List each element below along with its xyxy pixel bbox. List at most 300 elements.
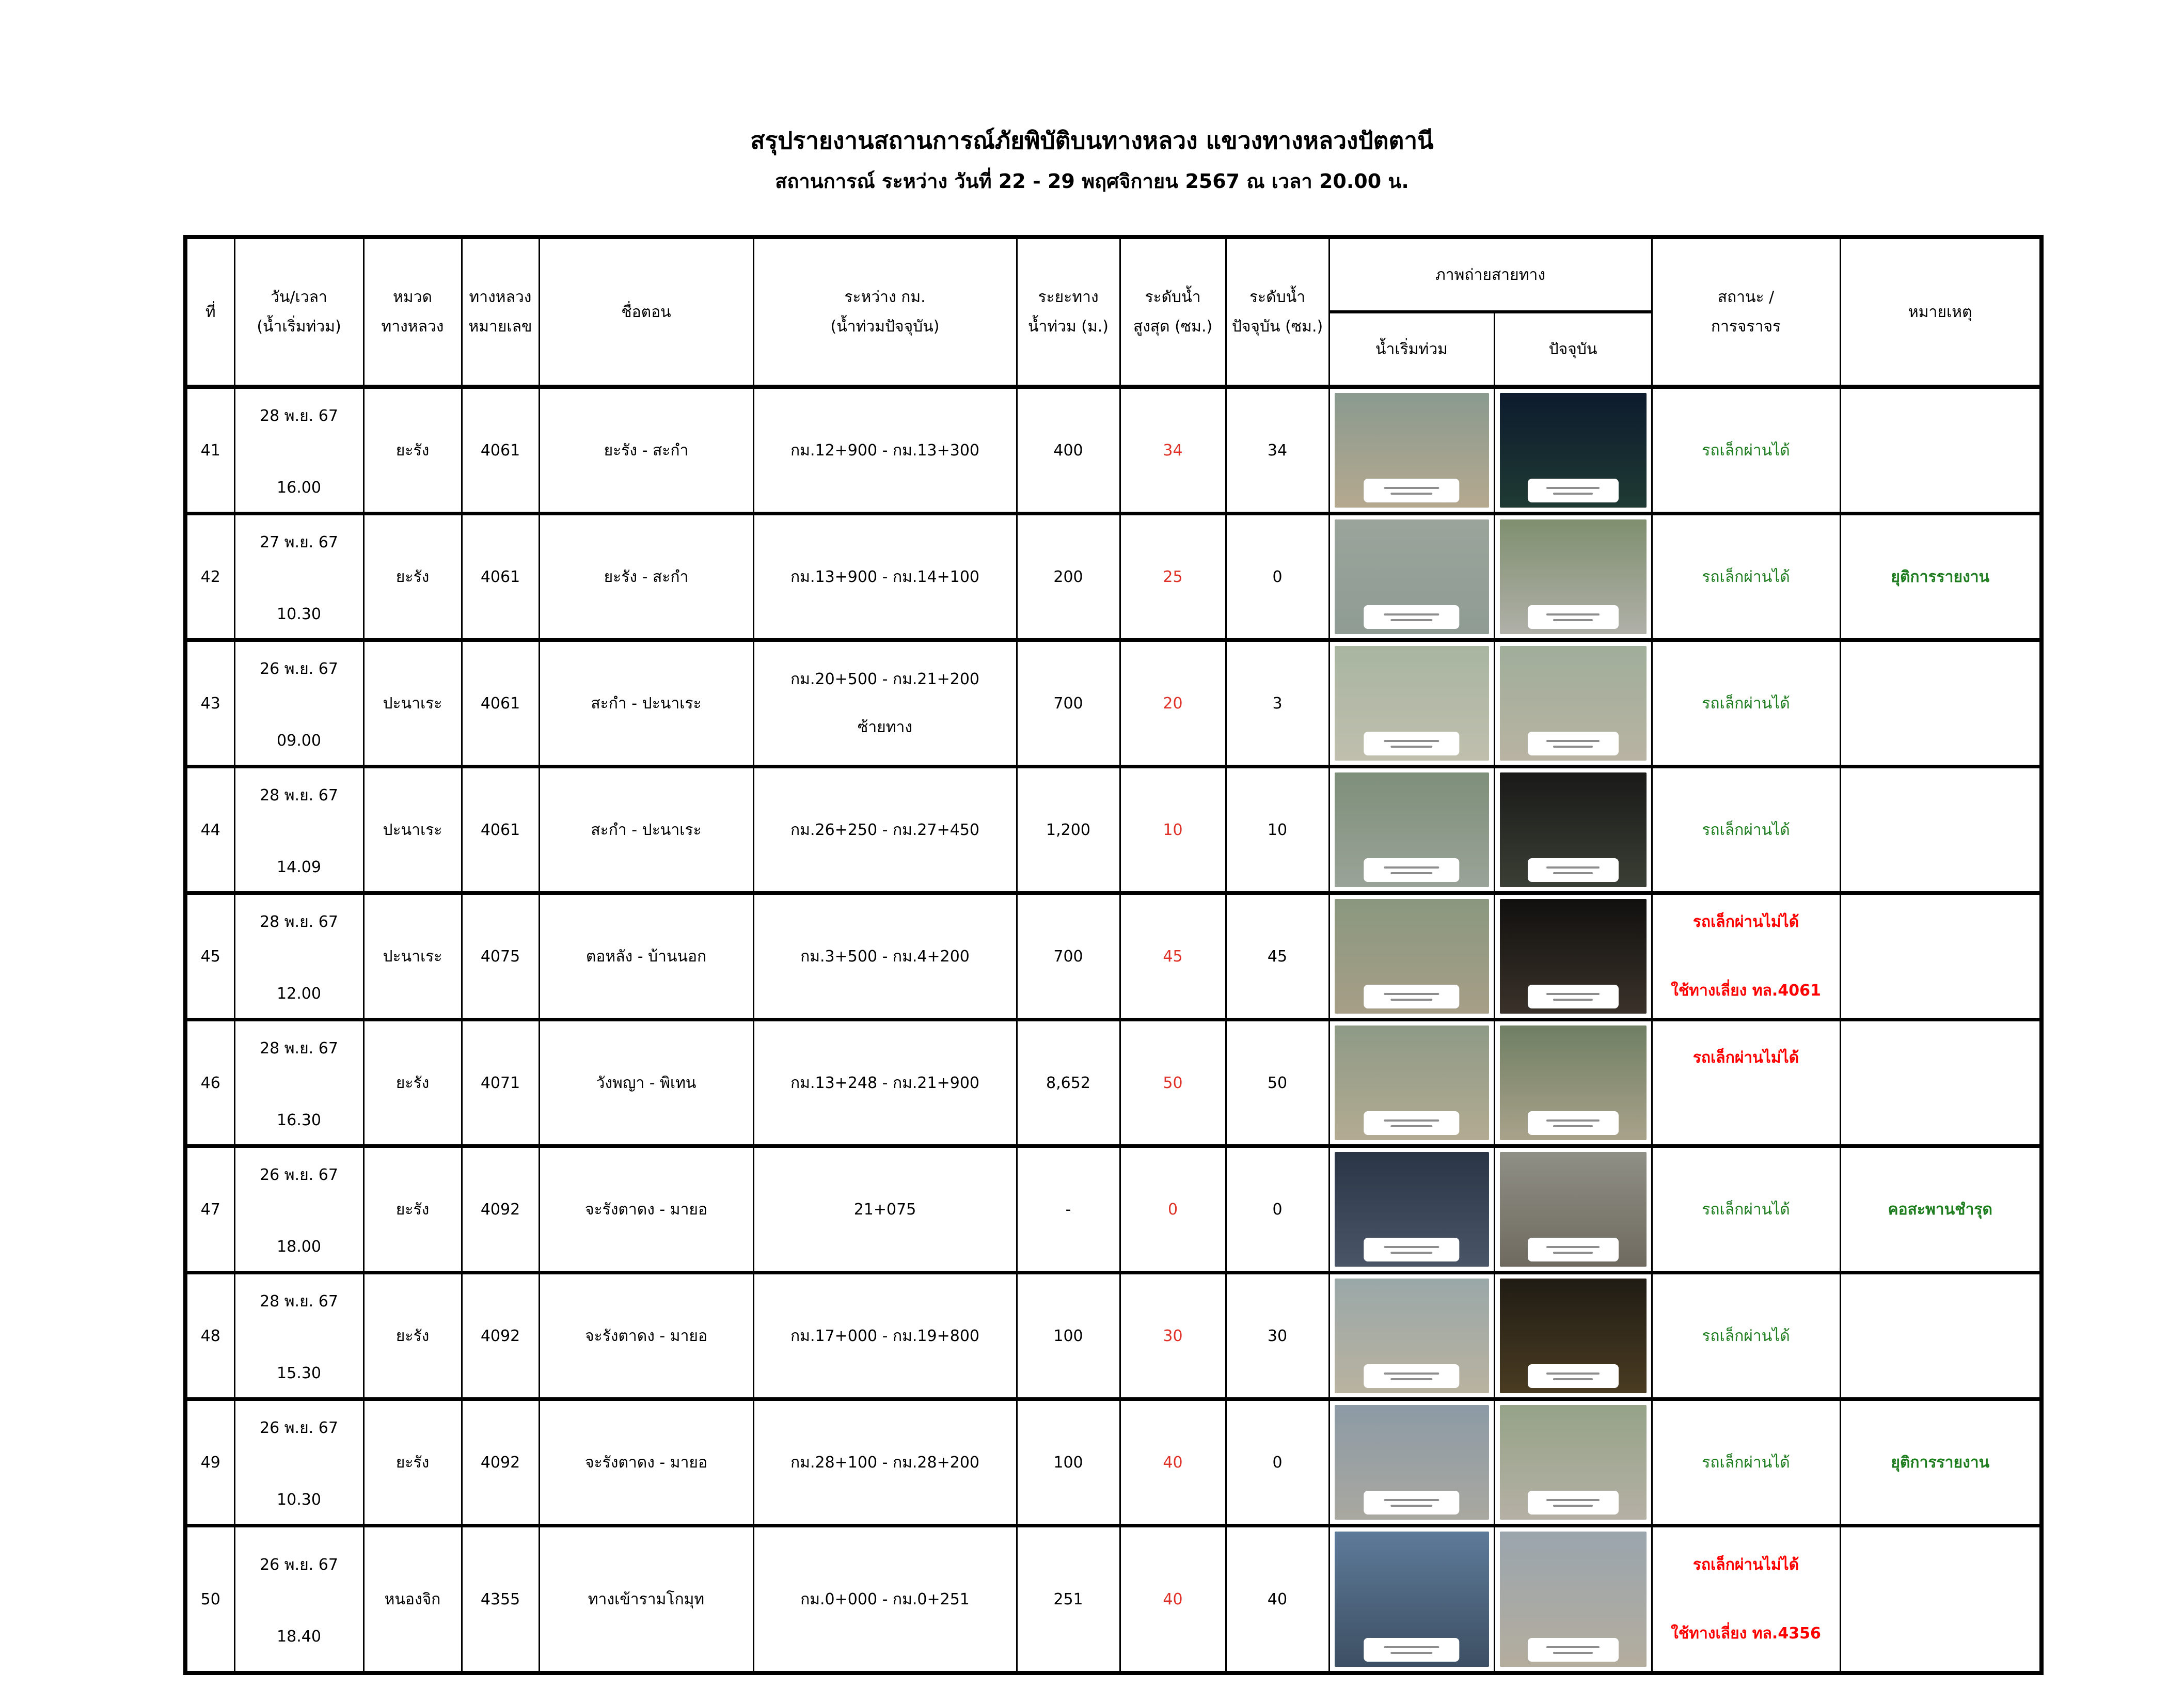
division-cell: ยะรัง <box>363 1399 462 1526</box>
caption-text-line <box>1546 993 1599 995</box>
level-max-cell: 34 <box>1120 387 1226 514</box>
flood-start-time: 12.00 <box>277 985 321 1003</box>
remark-text: คอสะพานชำรุด <box>1888 1200 1992 1219</box>
route-number-cell: 4092 <box>462 1146 539 1273</box>
photo-current-cell <box>1494 767 1652 893</box>
level-max-cell: 40 <box>1120 1526 1226 1674</box>
flood-start-date: 27 พ.ย. 67 <box>260 533 338 551</box>
level-max-cell: 45 <box>1120 893 1226 1020</box>
table-row <box>185 1146 2041 1273</box>
caption-text-line <box>1390 493 1433 495</box>
division-cell: ยะรัง <box>363 514 462 640</box>
header-remark-label: หมายเหตุ <box>1908 303 1972 321</box>
traffic-status-line-2: ใช้ทางเลี่ยง ทล.4356 <box>1671 1624 1821 1643</box>
header-datetime-line1: วัน/เวลา <box>271 288 327 306</box>
photo-caption <box>1364 858 1459 882</box>
date-time-stack <box>235 1163 363 1256</box>
caption-text-line <box>1553 493 1593 495</box>
traffic-status-stack <box>1653 1450 1840 1475</box>
photo-caption <box>1364 1638 1459 1662</box>
division-cell: ปะนาเระ <box>363 767 462 893</box>
traffic-status-line-1: รถเล็กผ่านได้ <box>1702 441 1790 460</box>
photo-caption <box>1527 1638 1618 1662</box>
remark-cell <box>1840 1399 2041 1526</box>
flood-start-date: 28 พ.ย. 67 <box>260 786 338 804</box>
flood-distance-cell: 8,652 <box>1017 1020 1120 1146</box>
traffic-status-line-1: รถเล็กผ่านได้ <box>1702 821 1790 839</box>
flood-start-time: 10.30 <box>277 605 321 623</box>
date-time-stack <box>235 1416 363 1509</box>
km-range-cell: กม.17+000 - กม.19+800 <box>753 1273 1017 1399</box>
km-range-line-1: กม.20+500 - กม.21+200 <box>790 670 979 688</box>
date-time-stack <box>235 1036 363 1129</box>
caption-text-line <box>1384 1246 1439 1248</box>
level-max-cell: 40 <box>1120 1399 1226 1526</box>
table-row <box>185 1526 2041 1674</box>
photo-caption <box>1364 1111 1459 1135</box>
division-cell: หนองจิก <box>363 1526 462 1674</box>
header-photo-current-label: ปัจจุบัน <box>1548 340 1597 358</box>
flood-distance-cell: 400 <box>1017 387 1120 514</box>
section-name-cell: จะรังตาดง - มายอ <box>539 1273 753 1399</box>
flood-start-date: 28 พ.ย. 67 <box>260 913 338 931</box>
photo-current-image <box>1500 393 1647 508</box>
photo-current-cell <box>1494 640 1652 767</box>
division-cell: ยะรัง <box>363 1146 462 1273</box>
caption-text-line <box>1546 1119 1599 1122</box>
km-range-cell: 21+075 <box>753 1146 1017 1273</box>
flood-distance-cell: - <box>1017 1146 1120 1273</box>
level-max-cell: 20 <box>1120 640 1226 767</box>
photo-caption <box>1527 605 1618 629</box>
caption-text-line <box>1553 1505 1593 1507</box>
header-division-line1: หมวด <box>393 288 432 306</box>
photo-start-image <box>1335 1405 1489 1520</box>
section-name-cell: ยะรัง - สะกำ <box>539 514 753 640</box>
level-max-cell: 10 <box>1120 767 1226 893</box>
header-section-name <box>539 237 753 387</box>
header-photos-label: ภาพถ่ายสายทาง <box>1435 265 1545 284</box>
remark-cell <box>1840 387 2041 514</box>
remark-cell <box>1840 1020 2041 1146</box>
row-number-cell: 50 <box>185 1526 234 1674</box>
photo-start-image <box>1335 1279 1489 1393</box>
header-photo-start <box>1329 312 1494 387</box>
caption-text-line <box>1384 1373 1439 1375</box>
caption-text-line <box>1553 1378 1593 1380</box>
km-range-cell <box>753 640 1017 767</box>
photo-start-cell <box>1329 387 1494 514</box>
flood-start-date: 28 พ.ย. 67 <box>260 1039 338 1058</box>
photo-caption <box>1364 1364 1459 1388</box>
date-time-stack <box>235 783 363 876</box>
photo-current-cell <box>1494 1526 1652 1674</box>
photo-current-image <box>1500 1532 1647 1667</box>
traffic-status-cell <box>1652 1273 1840 1399</box>
remark-cell <box>1840 514 2041 640</box>
km-range-cell: กม.28+100 - กม.28+200 <box>753 1399 1017 1526</box>
level-current-cell: 0 <box>1226 514 1329 640</box>
photo-start-cell <box>1329 640 1494 767</box>
header-status-line2: การจราจร <box>1711 318 1781 336</box>
traffic-status-stack <box>1653 438 1840 463</box>
traffic-status-stack <box>1653 1324 1840 1348</box>
table-row <box>185 1399 2041 1526</box>
photo-start-cell <box>1329 1399 1494 1526</box>
caption-text-line <box>1390 1652 1433 1654</box>
photo-current-cell <box>1494 1399 1652 1526</box>
caption-text-line <box>1384 487 1439 489</box>
km-range-cell: กม.26+250 - กม.27+450 <box>753 767 1017 893</box>
route-number-cell: 4355 <box>462 1526 539 1674</box>
caption-text-line <box>1553 619 1593 621</box>
table-row <box>185 640 2041 767</box>
header-distance-line1: ระยะทาง <box>1038 288 1099 306</box>
traffic-status-line-1: รถเล็กผ่านได้ <box>1702 567 1790 586</box>
flood-distance-cell: 100 <box>1017 1273 1120 1399</box>
photo-caption <box>1527 1491 1618 1515</box>
table-header <box>185 237 2041 387</box>
traffic-status-stack <box>1653 818 1840 842</box>
header-level-max <box>1120 237 1226 387</box>
photo-start-cell <box>1329 514 1494 640</box>
date-time-cell <box>234 514 363 640</box>
photo-current-image <box>1500 519 1647 634</box>
section-name-cell: ทางเข้ารามโกมุท <box>539 1526 753 1674</box>
photo-current-cell <box>1494 1146 1652 1273</box>
flood-report-table <box>183 235 2044 1675</box>
traffic-status-line-1: รถเล็กผ่านได้ <box>1702 1327 1790 1345</box>
page-title: สรุปรายงานสถานการณ์ภัยพิบัติบนทางหลวง แขวงทางหลวงปัตตานี <box>750 127 1434 154</box>
traffic-status-line-1: รถเล็กผ่านได้ <box>1702 1200 1790 1219</box>
section-name-cell: จะรังตาดง - มายอ <box>539 1146 753 1273</box>
caption-text-line <box>1546 613 1599 616</box>
flood-start-time: 18.40 <box>277 1628 321 1646</box>
caption-text-line <box>1390 619 1433 621</box>
row-number-cell: 46 <box>185 1020 234 1146</box>
table-row <box>185 767 2041 893</box>
caption-text-line <box>1553 872 1593 874</box>
photo-start-cell <box>1329 1146 1494 1273</box>
date-time-cell <box>234 387 363 514</box>
traffic-status-stack <box>1653 691 1840 716</box>
caption-text-line <box>1546 1646 1599 1648</box>
km-range-cell: กม.12+900 - กม.13+300 <box>753 387 1017 514</box>
flood-start-date: 26 พ.ย. 67 <box>260 1166 338 1184</box>
traffic-status-stack <box>1653 1553 1840 1646</box>
row-number-cell: 44 <box>185 767 234 893</box>
flood-start-date: 26 พ.ย. 67 <box>260 1556 338 1574</box>
table-row <box>185 387 2041 514</box>
header-division <box>363 237 462 387</box>
caption-text-line <box>1390 1125 1433 1127</box>
photo-caption <box>1527 732 1618 755</box>
photo-caption <box>1527 479 1618 502</box>
route-number-cell: 4092 <box>462 1399 539 1526</box>
photo-caption <box>1527 858 1618 882</box>
header-level-current-line2: ปัจจุบัน (ซม.) <box>1231 318 1323 336</box>
route-number-cell: 4061 <box>462 387 539 514</box>
section-name-cell: สะกำ - ปะนาเระ <box>539 767 753 893</box>
route-number-cell: 4071 <box>462 1020 539 1146</box>
section-name-cell: ตอหลัง - บ้านนอก <box>539 893 753 1020</box>
caption-text-line <box>1390 1378 1433 1380</box>
traffic-status-stack <box>1653 565 1840 589</box>
route-number-cell: 4075 <box>462 893 539 1020</box>
date-time-stack <box>235 530 363 623</box>
traffic-status-line-1: รถเล็กผ่านไม่ได้ <box>1692 1049 1799 1067</box>
photo-caption <box>1527 985 1618 1008</box>
flood-start-date: 26 พ.ย. 67 <box>260 1419 338 1437</box>
photo-start-image <box>1335 519 1489 634</box>
caption-text-line <box>1390 872 1433 874</box>
flood-start-time: 14.09 <box>277 858 321 876</box>
traffic-status-line-1: รถเล็กผ่านไม่ได้ <box>1692 913 1799 931</box>
photo-caption <box>1364 732 1459 755</box>
caption-text-line <box>1546 740 1599 742</box>
km-range-cell: กม.0+000 - กม.0+251 <box>753 1526 1017 1674</box>
traffic-status-cell <box>1652 1146 1840 1273</box>
route-number-cell: 4061 <box>462 767 539 893</box>
photo-caption <box>1527 1364 1618 1388</box>
division-cell: ยะรัง <box>363 1020 462 1146</box>
level-max-cell: 0 <box>1120 1146 1226 1273</box>
caption-text-line <box>1390 1252 1433 1254</box>
caption-text-line <box>1553 1652 1593 1654</box>
flood-start-date: 28 พ.ย. 67 <box>260 1292 338 1311</box>
section-name-cell: จะรังตาดง - มายอ <box>539 1399 753 1526</box>
level-current-cell: 0 <box>1226 1146 1329 1273</box>
traffic-status-stack <box>1653 910 1840 1003</box>
traffic-status-line-1: รถเล็กผ่านได้ <box>1702 1453 1790 1472</box>
caption-text-line <box>1546 487 1599 489</box>
flood-distance-cell: 251 <box>1017 1526 1120 1674</box>
traffic-status-cell <box>1652 640 1840 767</box>
km-range-cell: กม.13+248 - กม.21+900 <box>753 1020 1017 1146</box>
section-name-cell: ยะรัง - สะกำ <box>539 387 753 514</box>
flood-start-time: 09.00 <box>277 732 321 750</box>
header-no <box>185 237 234 387</box>
flood-distance-cell: 100 <box>1017 1399 1120 1526</box>
date-time-cell <box>234 1146 363 1273</box>
photo-caption <box>1364 985 1459 1008</box>
caption-text-line <box>1553 1125 1593 1127</box>
photo-start-image <box>1335 1152 1489 1267</box>
date-time-cell <box>234 1399 363 1526</box>
table-row <box>185 1020 2041 1146</box>
level-current-cell: 45 <box>1226 893 1329 1020</box>
section-name-cell: สะกำ - ปะนาเระ <box>539 640 753 767</box>
remark-cell <box>1840 893 2041 1020</box>
date-time-stack <box>235 1289 363 1382</box>
flood-start-time: 18.00 <box>277 1238 321 1256</box>
traffic-status-cell <box>1652 514 1840 640</box>
row-number-cell: 42 <box>185 514 234 640</box>
header-level-current-line1: ระดับน้ำ <box>1249 288 1306 306</box>
caption-text-line <box>1553 999 1593 1001</box>
header-no-label: ที่ <box>205 303 216 321</box>
traffic-status-stack <box>1653 1197 1840 1222</box>
header-section-label: ชื่อตอน <box>621 303 671 321</box>
table-row <box>185 1273 2041 1399</box>
level-current-cell: 10 <box>1226 767 1329 893</box>
caption-text-line <box>1390 746 1433 748</box>
caption-text-line <box>1546 866 1599 869</box>
photo-caption <box>1364 1491 1459 1515</box>
km-range-cell: กม.3+500 - กม.4+200 <box>753 893 1017 1020</box>
remark-cell <box>1840 1273 2041 1399</box>
flood-distance-cell: 700 <box>1017 640 1120 767</box>
level-max-cell: 50 <box>1120 1020 1226 1146</box>
km-range-stack <box>754 667 1016 739</box>
flood-distance-cell: 700 <box>1017 893 1120 1020</box>
date-time-stack <box>235 657 363 750</box>
row-number-cell: 43 <box>185 640 234 767</box>
header-flood-distance <box>1017 237 1120 387</box>
date-time-cell <box>234 767 363 893</box>
date-time-cell <box>234 1020 363 1146</box>
header-photo-current <box>1494 312 1652 387</box>
flood-start-time: 16.30 <box>277 1111 321 1129</box>
row-number-cell: 48 <box>185 1273 234 1399</box>
flood-distance-cell: 1,200 <box>1017 767 1120 893</box>
remark-cell <box>1840 640 2041 767</box>
row-number-cell: 49 <box>185 1399 234 1526</box>
photo-current-image <box>1500 1279 1647 1393</box>
photo-start-cell <box>1329 767 1494 893</box>
level-current-cell: 3 <box>1226 640 1329 767</box>
header-route-number <box>462 237 539 387</box>
remark-text: ยุติการรายงาน <box>1891 1453 1990 1472</box>
photo-current-cell <box>1494 1020 1652 1146</box>
photo-start-image <box>1335 1026 1489 1140</box>
traffic-status-cell <box>1652 387 1840 514</box>
traffic-status-cell <box>1652 1020 1840 1146</box>
header-km-line2: (น้ำท่วมปัจจุบัน) <box>830 318 940 336</box>
photo-current-image <box>1500 1152 1647 1267</box>
header-level-max-line1: ระดับน้ำ <box>1145 288 1201 306</box>
photo-start-cell <box>1329 1273 1494 1399</box>
header-photos-group <box>1329 237 1652 312</box>
level-current-cell: 50 <box>1226 1020 1329 1146</box>
header-datetime <box>234 237 363 387</box>
caption-text-line <box>1384 993 1439 995</box>
route-number-cell: 4061 <box>462 640 539 767</box>
header-distance-line2: น้ำท่วม (ม.) <box>1027 318 1109 336</box>
header-route-line2: หมายเลข <box>468 318 532 336</box>
photo-current-image <box>1500 1026 1647 1140</box>
caption-text-line <box>1384 866 1439 869</box>
level-max-cell: 25 <box>1120 514 1226 640</box>
photo-start-image <box>1335 899 1489 1014</box>
division-cell: ยะรัง <box>363 387 462 514</box>
header-remark <box>1840 237 2041 387</box>
photo-caption <box>1527 1238 1618 1261</box>
caption-text-line <box>1553 1252 1593 1254</box>
photo-start-image <box>1335 646 1489 761</box>
division-cell: ปะนาเระ <box>363 893 462 1020</box>
photo-current-image <box>1500 772 1647 887</box>
traffic-status-line-1: รถเล็กผ่านไม่ได้ <box>1692 1556 1799 1574</box>
header-photo-start-label: น้ำเริ่มท่วม <box>1375 340 1448 358</box>
caption-text-line <box>1384 740 1439 742</box>
photo-start-image <box>1335 772 1489 887</box>
traffic-status-line-1: รถเล็กผ่านได้ <box>1702 694 1790 713</box>
photo-current-cell <box>1494 1273 1652 1399</box>
photo-current-cell <box>1494 514 1652 640</box>
date-time-cell <box>234 1526 363 1674</box>
photo-start-cell <box>1329 1526 1494 1674</box>
row-number-cell: 45 <box>185 893 234 1020</box>
caption-text-line <box>1546 1373 1599 1375</box>
flood-start-time: 16.00 <box>277 479 321 497</box>
km-range-line-2: ซ้ายทาง <box>857 718 913 736</box>
photo-caption <box>1527 1111 1618 1135</box>
division-cell: ยะรัง <box>363 1273 462 1399</box>
flood-start-time: 15.30 <box>277 1364 321 1382</box>
photo-caption <box>1364 605 1459 629</box>
header-level-max-line2: สูงสุด (ซม.) <box>1133 318 1213 336</box>
caption-text-line <box>1384 1499 1439 1501</box>
photo-start-cell <box>1329 893 1494 1020</box>
photo-start-image <box>1335 1532 1489 1667</box>
header-level-current <box>1226 237 1329 387</box>
photo-start-image <box>1335 393 1489 508</box>
caption-text-line <box>1384 1119 1439 1122</box>
traffic-status-cell <box>1652 1399 1840 1526</box>
remark-cell <box>1840 1526 2041 1674</box>
photo-current-image <box>1500 899 1647 1014</box>
date-time-stack <box>235 404 363 497</box>
row-number-cell: 41 <box>185 387 234 514</box>
table-row <box>185 893 2041 1020</box>
remark-text: ยุติการรายงาน <box>1891 567 1990 586</box>
photo-current-cell <box>1494 387 1652 514</box>
route-number-cell: 4061 <box>462 514 539 640</box>
km-range-cell: กม.13+900 - กม.14+100 <box>753 514 1017 640</box>
row-number-cell: 47 <box>185 1146 234 1273</box>
traffic-status-cell <box>1652 767 1840 893</box>
table-row <box>185 514 2041 640</box>
table-body <box>185 387 2041 1673</box>
traffic-status-cell <box>1652 893 1840 1020</box>
traffic-status-line-2: ใช้ทางเลี่ยง ทล.4061 <box>1671 982 1821 1000</box>
header-traffic-status <box>1652 237 1840 387</box>
level-current-cell: 34 <box>1226 387 1329 514</box>
route-number-cell: 4092 <box>462 1273 539 1399</box>
caption-text-line <box>1390 999 1433 1001</box>
date-time-stack <box>235 1553 363 1646</box>
date-time-stack <box>235 910 363 1003</box>
photo-caption <box>1364 1238 1459 1261</box>
division-cell: ปะนาเระ <box>363 640 462 767</box>
remark-cell <box>1840 767 2041 893</box>
header-datetime-line2: (น้ำเริ่มท่วม) <box>257 318 341 336</box>
flood-start-time: 10.30 <box>277 1491 321 1509</box>
caption-text-line <box>1553 746 1593 748</box>
flood-start-date: 26 พ.ย. 67 <box>260 660 338 678</box>
level-max-cell: 30 <box>1120 1273 1226 1399</box>
photo-caption <box>1364 479 1459 502</box>
section-name-cell: วังพญา - พิเทน <box>539 1020 753 1146</box>
date-time-cell <box>234 1273 363 1399</box>
flood-distance-cell: 200 <box>1017 514 1120 640</box>
caption-text-line <box>1546 1499 1599 1501</box>
photo-current-cell <box>1494 893 1652 1020</box>
header-status-line1: สถานะ / <box>1717 288 1775 306</box>
caption-text-line <box>1546 1246 1599 1248</box>
caption-text-line <box>1384 613 1439 616</box>
